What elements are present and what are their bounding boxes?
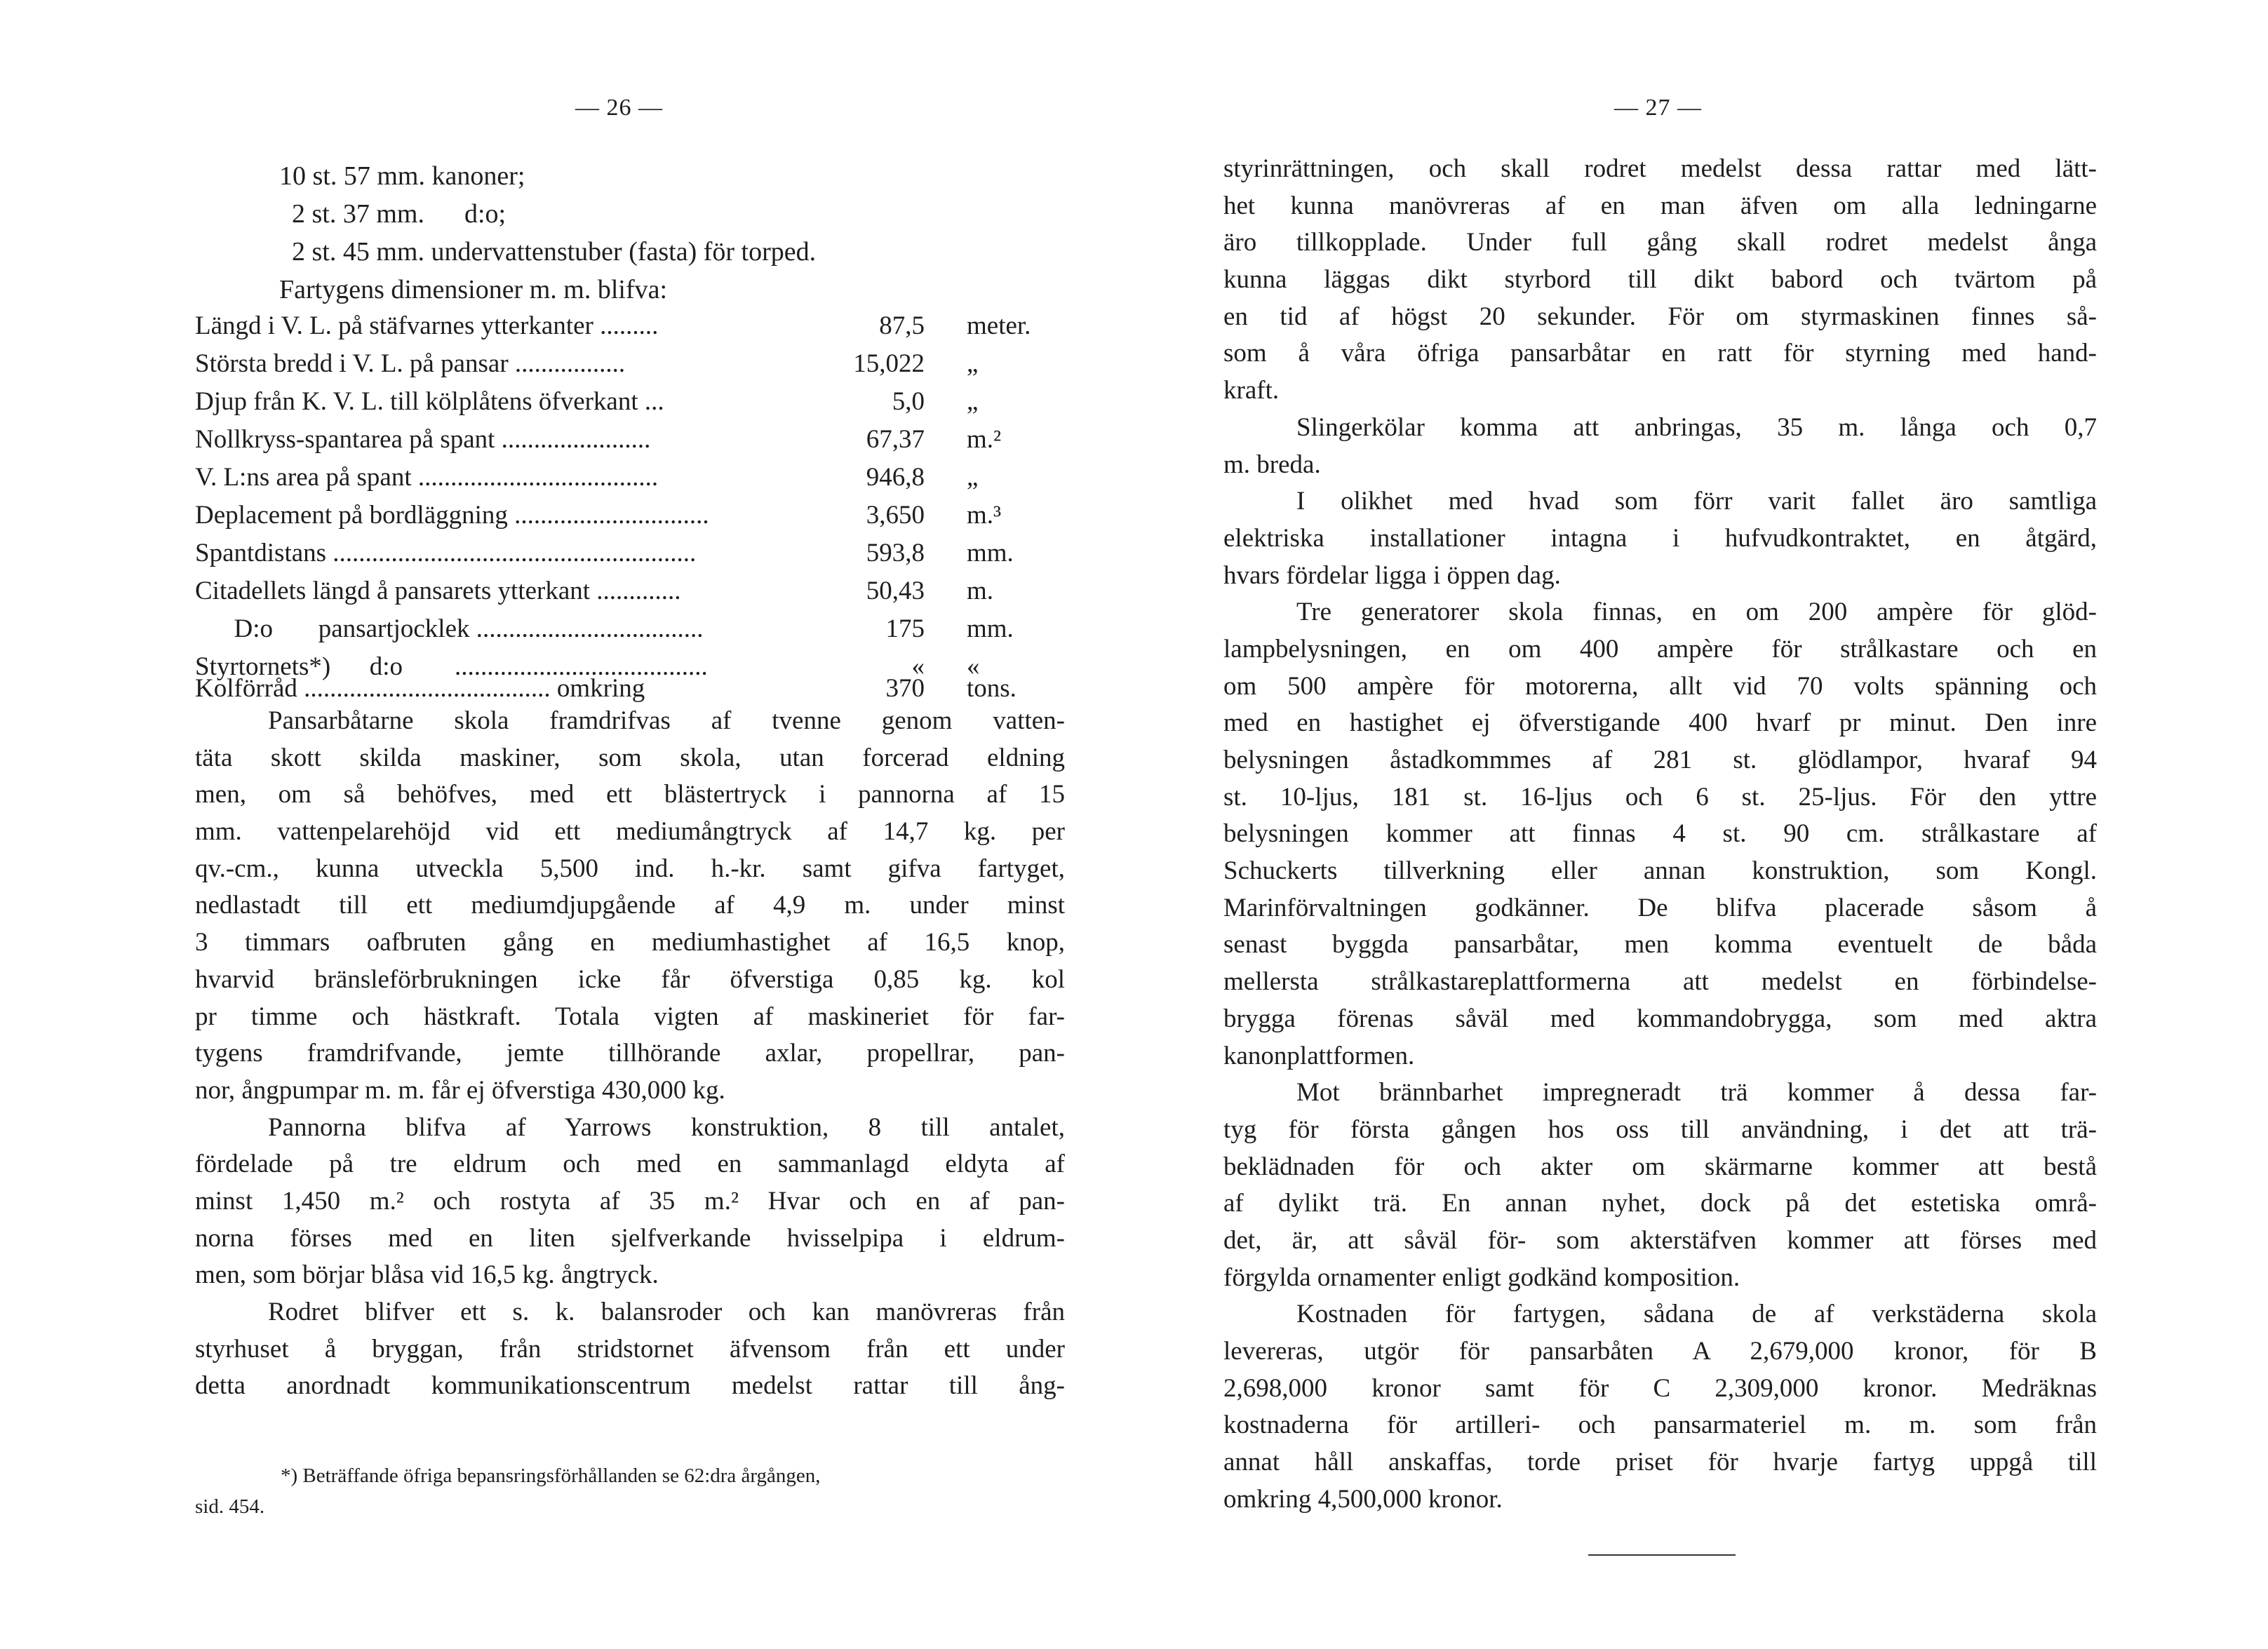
text-line: styrhuset å bryggan, från stridstornet äfvensom från ett under [195, 1334, 1065, 1364]
text-line: Marinförvaltningen godkänner. De blifva placerade såsom å [1223, 893, 2097, 922]
text-line: med en hastighet ej öfverstigande 400 hvarf pr minut. Den inre [1223, 708, 2097, 738]
text-line: nedlastadt till ett mediumdjupgående af 4,9 m. under minst [195, 891, 1065, 920]
footnote-line: *) Beträffande öfriga bepansringsförhållanden se 62:dra årgången, [281, 1465, 821, 1487]
footnote [195, 1460, 1065, 1522]
text-line: omkring 4,500,000 kronor. [1223, 1484, 1503, 1514]
spec-row [195, 424, 1065, 462]
armament-line: 2 st. 45 mm. undervattenstuber (fasta) för torped. [292, 237, 817, 267]
text-line: Kostnaden för fartygen, sådana de af verkstäderna skola [1296, 1300, 2097, 1329]
text-line: det, är, att såväl för- som akterstäfven kommer att förses med [1223, 1225, 2097, 1255]
spec-label: Citadellets längd å pansarets ytterkant ............. [195, 577, 681, 605]
spec-value: 15,022 [853, 349, 925, 378]
spec-unit: « [967, 652, 980, 681]
spec-row [195, 614, 1065, 652]
text-line: nor, ångpumpar m. m. får ej öfverstiga 430,000 kg. [195, 1075, 725, 1105]
text-line: norna förses med en liten sjelfverkande hvisselpipa i eldrum- [195, 1223, 1065, 1253]
spec-row [195, 462, 1065, 500]
text-line: kraft. [1223, 376, 1280, 405]
text-line: levereras, utgör för pansarbåten A 2,679,000 kronor, för B [1223, 1337, 2097, 1366]
text-line: kanonplattformen. [1223, 1041, 1415, 1070]
text-line: st. 10-ljus, 181 st. 16-ljus och 6 st. 25-ljus. För den yttre [1223, 782, 2097, 812]
spec-value: 593,8 [866, 539, 925, 567]
page-number: — 27 — [1614, 95, 1702, 121]
text-line: senast byggda pansarbåtar, men komma eventuelt de båda [1223, 930, 2097, 960]
text-line: I olikhet med hvad som förr varit fallet äro samtliga [1296, 487, 2097, 516]
text-line: 2,698,000 kronor samt för C 2,309,000 kronor. Medräknas [1223, 1373, 2097, 1403]
text-line: som å våra öfriga pansarbåtar en ratt för styrning med hand- [1223, 339, 2097, 368]
text-line: belysningen åstadkommmes af 281 st. glödlampor, hvaraf 94 [1223, 746, 2097, 774]
spec-label: V. L:ns area på spant ..................................... [195, 463, 659, 492]
spec-label: Nollkryss-spantarea på spant ....................... [195, 425, 651, 454]
spec-value: 946,8 [866, 463, 925, 492]
text-line: m. breda. [1223, 450, 1321, 479]
text-line: styrinrättningen, och skall rodret medelst dessa rattar med lätt- [1223, 154, 2097, 183]
text-line: 3 timmars oafbruten gång en mediumhastighet af 16,5 knop, [195, 928, 1065, 957]
text-line: het kunna manövreras af en man äfven om alla ledningarne [1223, 191, 2097, 220]
spec-unit: „ [967, 349, 979, 378]
spec-unit: mm. [967, 614, 1014, 643]
footnote-line: sid. 454. [195, 1495, 265, 1518]
spec-unit: m.³ [967, 501, 1002, 530]
spec-label: Längd i V. L. på stäfvarnes ytterkanter ......... [195, 311, 659, 340]
spec-value: 370 [885, 674, 925, 703]
text-line: Mot brännbarhet impregneradt trä kommer å dessa far- [1296, 1078, 2097, 1108]
text-line: kunna läggas dikt styrbord till dikt babord och tvärtom på [1223, 265, 2097, 295]
spec-unit: mm. [967, 539, 1014, 567]
spec-value: 5,0 [892, 387, 925, 416]
text-line: belysningen kommer att finnas 4 st. 90 cm. strålkastare af [1223, 819, 2097, 849]
text-line: tyg för första gången hos oss till användning, i det att trä- [1223, 1115, 2097, 1144]
armament-line: 10 st. 57 mm. kanoner; [279, 161, 525, 191]
text-line: Rodret blifver ett s. k. balansroder och kan manövreras från [268, 1298, 1065, 1326]
text-line: brygga förenas såväl med kommandobrygga, som med aktra [1223, 1004, 2097, 1033]
text-line: Tre generatorer skola finnas, en om 200 ampère för glöd- [1296, 598, 2097, 627]
text-line: elektriska installationer intagna i hufvudkontraktet, en åtgärd, [1223, 523, 2097, 553]
text-line: men, om så behöfves, med ett blästertryck i pannorna af 15 [195, 780, 1065, 809]
text-line: af dylikt trä. En annan nyhet, dock på det estetiska områ- [1223, 1189, 2097, 1218]
spec-label: Styrtornets*) d:o ....................................... [195, 652, 708, 681]
spec-value: 50,43 [866, 577, 925, 605]
spec-row [195, 349, 1065, 386]
spec-unit: „ [967, 387, 979, 416]
text-line: äro tillkopplade. Under full gång skall rodret medelst ånga [1223, 228, 2097, 257]
spec-row [195, 311, 1065, 349]
text-line: lampbelysningen, en om 400 ampère för strålkastare och en [1223, 634, 2097, 664]
text-line: minst 1,450 m.² och rostyta af 35 m.² Hvar och en af pan- [195, 1186, 1065, 1216]
spec-unit: m.² [967, 425, 1002, 454]
armament-line: 2 st. 37 mm. d:o; [292, 199, 506, 229]
spec-row [195, 386, 1065, 424]
text-line: Slingerkölar komma att anbringas, 35 m. långa och 0,7 [1296, 412, 2097, 442]
text-line: annat håll anskaffas, torde priset för hvarje fartyg uppgå till [1223, 1448, 2097, 1477]
text-line: Pansarbåtarne skola framdrifvas af tvenne genom vatten- [268, 706, 1065, 735]
text-line: Schuckerts tillverkning eller annan konstruktion, som Kongl. [1223, 856, 2097, 886]
text-line: tygens framdrifvande, jemte tillhörande axlar, propellrar, pan- [195, 1039, 1065, 1068]
text-line: men, som börjar blåsa vid 16,5 kg. ångtryck. [195, 1260, 659, 1290]
text-line: om 500 ampère för motorerna, allt vid 70 volts spänning och [1223, 671, 2097, 701]
spec-unit: meter. [967, 311, 1031, 340]
text-line: Pannorna blifva af Yarrows konstruktion, 8 till antalet, [268, 1112, 1065, 1142]
spec-value: 3,650 [866, 501, 925, 530]
text-line: en tid af högst 20 sekunder. För om styrmaskinen finnes så- [1223, 302, 2097, 331]
spec-unit: tons. [967, 674, 1016, 703]
spec-label: Deplacement på bordläggning .............................. [195, 501, 709, 530]
text-line: beklädnaden för och akter om skärmarne kommer att bestå [1223, 1152, 2097, 1181]
spec-row [195, 538, 1065, 576]
dimensions-heading: Fartygens dimensioner m. m. blifva: [279, 275, 668, 304]
spec-row [195, 576, 1065, 614]
steering-electrical-text [1223, 151, 2097, 1518]
spec-value: 87,5 [879, 311, 925, 340]
text-line: täta skott skilda maskiner, som skola, utan forcerad eldning [195, 743, 1065, 772]
spec-unit: „ [967, 463, 979, 492]
spec-label: Djup från K. V. L. till kölplåtens öfverkant ... [195, 387, 664, 416]
text-line: fördelade på tre eldrum och med en sammanlagd eldyta af [195, 1150, 1065, 1179]
spec-value: « [911, 652, 925, 681]
text-line: qv.-cm., kunna utveckla 5,500 ind. h.-kr. samt gifva fartyget, [195, 854, 1065, 883]
spec-value: 175 [885, 614, 925, 643]
text-line: hvarvid bränsleförbrukningen icke får öfverstiga 0,85 kg. kol [195, 964, 1065, 994]
text-line: mm. vattenpelarehöjd vid ett mediumångtryck af 14,7 kg. per [195, 817, 1065, 847]
spec-label: Kolförråd ...................................... omkring [195, 674, 645, 703]
spec-row [195, 500, 1065, 538]
section-end-rule [1588, 1554, 1736, 1556]
spec-label: Spantdistans ........................................................ [195, 539, 697, 567]
spec-label: Största bredd i V. L. på pansar ................. [195, 349, 626, 378]
text-line: pr timme och hästkraft. Totala vigten af maskineriet för far- [195, 1002, 1065, 1031]
text-line: detta anordnadt kommunikationscentrum medelst rattar till ång- [195, 1371, 1065, 1401]
spec-unit: m. [967, 577, 994, 605]
spec-value: 67,37 [866, 425, 925, 454]
text-line: kostnaderna för artilleri- och pansarmateriel m. m. som från [1223, 1411, 2097, 1440]
machinery-text [195, 703, 1065, 1405]
text-line: förgylda ornamenter enligt godkänd komposition. [1223, 1263, 1740, 1292]
page-number: — 26 — [575, 95, 663, 121]
text-line: hvars fördelar ligga i öppen dag. [1223, 560, 1561, 590]
text-line: mellersta strålkastareplattformerna att medelst en förbindelse- [1223, 967, 2097, 997]
spec-label: D:o pansartjocklek ................................... [195, 614, 704, 643]
